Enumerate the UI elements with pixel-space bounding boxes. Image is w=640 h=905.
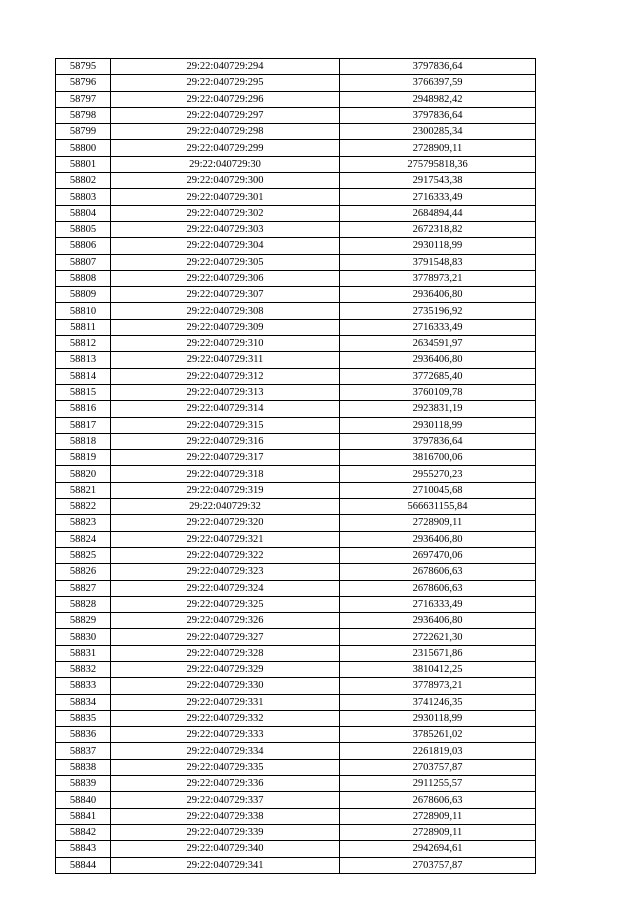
cadastral-number-cell: 29:22:040729:327 (111, 629, 340, 645)
value-cell: 2697470,06 (340, 547, 536, 563)
value-cell: 2930118,99 (340, 417, 536, 433)
row-number-cell: 58842 (56, 824, 111, 840)
row-number-cell: 58813 (56, 352, 111, 368)
value-cell: 2728909,11 (340, 515, 536, 531)
row-number-cell: 58830 (56, 629, 111, 645)
row-number-cell: 58832 (56, 661, 111, 677)
row-number-cell: 58812 (56, 336, 111, 352)
row-number-cell: 58810 (56, 303, 111, 319)
table-row (56, 580, 536, 596)
cadastral-number-cell: 29:22:040729:330 (111, 678, 340, 694)
row-number-cell: 58834 (56, 694, 111, 710)
table-row (56, 629, 536, 645)
row-number-cell: 58801 (56, 156, 111, 172)
value-cell: 275795818,36 (340, 156, 536, 172)
row-number-cell: 58796 (56, 75, 111, 91)
value-cell: 2315671,86 (340, 645, 536, 661)
value-cell: 3791548,83 (340, 254, 536, 270)
table-row (56, 352, 536, 368)
row-number-cell: 58838 (56, 759, 111, 775)
row-number-cell: 58844 (56, 857, 111, 873)
value-cell: 2728909,11 (340, 824, 536, 840)
row-number-cell: 58816 (56, 401, 111, 417)
table-row (56, 596, 536, 612)
row-number-cell: 58833 (56, 678, 111, 694)
table-row (56, 221, 536, 237)
value-cell: 2942694,61 (340, 841, 536, 857)
table-body (56, 59, 536, 874)
value-cell: 2678606,63 (340, 580, 536, 596)
table-row (56, 824, 536, 840)
table-row (56, 205, 536, 221)
value-cell: 2722621,30 (340, 629, 536, 645)
row-number-cell: 58819 (56, 450, 111, 466)
row-number-cell: 58798 (56, 107, 111, 123)
cadastral-number-cell: 29:22:040729:331 (111, 694, 340, 710)
table-row (56, 189, 536, 205)
cadastral-number-cell: 29:22:040729:318 (111, 466, 340, 482)
table-row (56, 433, 536, 449)
row-number-cell: 58836 (56, 727, 111, 743)
cadastral-number-cell: 29:22:040729:296 (111, 91, 340, 107)
row-number-cell: 58803 (56, 189, 111, 205)
cadastral-number-cell: 29:22:040729:298 (111, 124, 340, 140)
row-number-cell: 58829 (56, 613, 111, 629)
table-row (56, 792, 536, 808)
cadastral-number-cell: 29:22:040729:333 (111, 727, 340, 743)
table-row (56, 254, 536, 270)
value-cell: 2684894,44 (340, 205, 536, 221)
cadastral-number-cell: 29:22:040729:295 (111, 75, 340, 91)
cadastral-number-cell: 29:22:040729:314 (111, 401, 340, 417)
value-cell: 3797836,64 (340, 433, 536, 449)
value-cell: 2716333,49 (340, 596, 536, 612)
table-row (56, 857, 536, 873)
value-cell: 2936406,80 (340, 613, 536, 629)
value-cell: 2728909,11 (340, 808, 536, 824)
cadastral-number-cell: 29:22:040729:335 (111, 759, 340, 775)
row-number-cell: 58835 (56, 710, 111, 726)
row-number-cell: 58822 (56, 499, 111, 515)
row-number-cell: 58827 (56, 580, 111, 596)
value-cell: 2936406,80 (340, 352, 536, 368)
cadastral-number-cell: 29:22:040729:315 (111, 417, 340, 433)
cadastral-number-cell: 29:22:040729:312 (111, 368, 340, 384)
table-row (56, 841, 536, 857)
value-cell: 2634591,97 (340, 336, 536, 352)
value-cell: 3760109,78 (340, 384, 536, 400)
row-number-cell: 58840 (56, 792, 111, 808)
row-number-cell: 58802 (56, 173, 111, 189)
row-number-cell: 58823 (56, 515, 111, 531)
value-cell: 2678606,63 (340, 564, 536, 580)
value-cell: 2716333,49 (340, 319, 536, 335)
table-row (56, 645, 536, 661)
cadastral-number-cell: 29:22:040729:307 (111, 287, 340, 303)
cadastral-number-cell: 29:22:040729:294 (111, 59, 340, 75)
row-number-cell: 58839 (56, 776, 111, 792)
row-number-cell: 58831 (56, 645, 111, 661)
cadastral-number-cell: 29:22:040729:32 (111, 499, 340, 515)
cadastral-number-cell: 29:22:040729:329 (111, 661, 340, 677)
cadastral-number-cell: 29:22:040729:299 (111, 140, 340, 156)
row-number-cell: 58809 (56, 287, 111, 303)
value-cell: 2261819,03 (340, 743, 536, 759)
row-number-cell: 58825 (56, 547, 111, 563)
table-row (56, 678, 536, 694)
row-number-cell: 58817 (56, 417, 111, 433)
value-cell: 3778973,21 (340, 270, 536, 286)
cadastral-number-cell: 29:22:040729:308 (111, 303, 340, 319)
cadastral-number-cell: 29:22:040729:317 (111, 450, 340, 466)
row-number-cell: 58807 (56, 254, 111, 270)
value-cell: 2917543,38 (340, 173, 536, 189)
row-number-cell: 58795 (56, 59, 111, 75)
value-cell: 3766397,59 (340, 75, 536, 91)
cadastral-number-cell: 29:22:040729:325 (111, 596, 340, 612)
cadastral-number-cell: 29:22:040729:301 (111, 189, 340, 205)
value-cell: 3785261,02 (340, 727, 536, 743)
table-row (56, 808, 536, 824)
value-cell: 2911255,57 (340, 776, 536, 792)
row-number-cell: 58821 (56, 482, 111, 498)
table-row (56, 401, 536, 417)
cadastral-number-cell: 29:22:040729:311 (111, 352, 340, 368)
value-cell: 2678606,63 (340, 792, 536, 808)
value-cell: 2728909,11 (340, 140, 536, 156)
cadastral-number-cell: 29:22:040729:322 (111, 547, 340, 563)
cadastral-number-cell: 29:22:040729:339 (111, 824, 340, 840)
row-number-cell: 58841 (56, 808, 111, 824)
row-number-cell: 58800 (56, 140, 111, 156)
table-row (56, 515, 536, 531)
table-row (56, 694, 536, 710)
table-row (56, 140, 536, 156)
value-cell: 2716333,49 (340, 189, 536, 205)
cadastral-number-cell: 29:22:040729:323 (111, 564, 340, 580)
table-row (56, 450, 536, 466)
table-row (56, 303, 536, 319)
table-row (56, 336, 536, 352)
cadastral-number-cell: 29:22:040729:309 (111, 319, 340, 335)
cadastral-number-cell: 29:22:040729:304 (111, 238, 340, 254)
value-cell: 3816700,06 (340, 450, 536, 466)
value-cell: 2710045,68 (340, 482, 536, 498)
row-number-cell: 58820 (56, 466, 111, 482)
table-row (56, 499, 536, 515)
table-row (56, 368, 536, 384)
cadastral-number-cell: 29:22:040729:341 (111, 857, 340, 873)
row-number-cell: 58804 (56, 205, 111, 221)
cadastral-number-cell: 29:22:040729:334 (111, 743, 340, 759)
cadastral-number-cell: 29:22:040729:328 (111, 645, 340, 661)
value-cell: 3797836,64 (340, 59, 536, 75)
row-number-cell: 58828 (56, 596, 111, 612)
document-page (55, 58, 535, 874)
row-number-cell: 58837 (56, 743, 111, 759)
table-row (56, 531, 536, 547)
table-row (56, 710, 536, 726)
value-cell: 3741246,35 (340, 694, 536, 710)
cadastral-number-cell: 29:22:040729:319 (111, 482, 340, 498)
value-cell: 2948982,42 (340, 91, 536, 107)
table-row (56, 107, 536, 123)
cadastral-number-cell: 29:22:040729:313 (111, 384, 340, 400)
row-number-cell: 58808 (56, 270, 111, 286)
value-cell: 2703757,87 (340, 759, 536, 775)
table-row (56, 384, 536, 400)
cadastral-number-cell: 29:22:040729:303 (111, 221, 340, 237)
cadastral-number-cell: 29:22:040729:326 (111, 613, 340, 629)
cadastral-number-cell: 29:22:040729:316 (111, 433, 340, 449)
value-cell: 3810412,25 (340, 661, 536, 677)
table-row (56, 547, 536, 563)
row-number-cell: 58806 (56, 238, 111, 254)
row-number-cell: 58811 (56, 319, 111, 335)
table-row (56, 75, 536, 91)
table-row (56, 613, 536, 629)
table-row (56, 319, 536, 335)
cadastral-number-cell: 29:22:040729:305 (111, 254, 340, 270)
cadastral-number-cell: 29:22:040729:297 (111, 107, 340, 123)
value-cell: 2936406,80 (340, 531, 536, 547)
cadastral-number-cell: 29:22:040729:30 (111, 156, 340, 172)
table-row (56, 124, 536, 140)
cadastral-number-cell: 29:22:040729:321 (111, 531, 340, 547)
table-row (56, 743, 536, 759)
table-row (56, 173, 536, 189)
value-cell: 2923831,19 (340, 401, 536, 417)
cadastral-number-cell: 29:22:040729:340 (111, 841, 340, 857)
row-number-cell: 58799 (56, 124, 111, 140)
cadastral-number-cell: 29:22:040729:337 (111, 792, 340, 808)
cadastral-number-cell: 29:22:040729:338 (111, 808, 340, 824)
value-cell: 2930118,99 (340, 710, 536, 726)
cadastral-number-cell: 29:22:040729:320 (111, 515, 340, 531)
row-number-cell: 58824 (56, 531, 111, 547)
value-cell: 2300285,34 (340, 124, 536, 140)
table-row (56, 482, 536, 498)
table-row (56, 59, 536, 75)
table-row (56, 238, 536, 254)
row-number-cell: 58818 (56, 433, 111, 449)
value-cell: 2955270,23 (340, 466, 536, 482)
table-row (56, 287, 536, 303)
value-cell: 2936406,80 (340, 287, 536, 303)
value-cell: 3772685,40 (340, 368, 536, 384)
table-row (56, 466, 536, 482)
value-cell: 2930118,99 (340, 238, 536, 254)
table-row (56, 417, 536, 433)
row-number-cell: 58843 (56, 841, 111, 857)
row-number-cell: 58797 (56, 91, 111, 107)
cadastral-number-cell: 29:22:040729:306 (111, 270, 340, 286)
value-cell: 3778973,21 (340, 678, 536, 694)
table-row (56, 776, 536, 792)
table-row (56, 759, 536, 775)
value-cell: 566631155,84 (340, 499, 536, 515)
table-row (56, 661, 536, 677)
cadastral-number-cell: 29:22:040729:300 (111, 173, 340, 189)
cadastral-number-cell: 29:22:040729:302 (111, 205, 340, 221)
table-row (56, 727, 536, 743)
table-row (56, 270, 536, 286)
cadastral-number-cell: 29:22:040729:324 (111, 580, 340, 596)
row-number-cell: 58826 (56, 564, 111, 580)
cadastral-number-cell: 29:22:040729:332 (111, 710, 340, 726)
row-number-cell: 58815 (56, 384, 111, 400)
row-number-cell: 58805 (56, 221, 111, 237)
table-row (56, 156, 536, 172)
value-cell: 2703757,87 (340, 857, 536, 873)
cadastral-value-table (55, 58, 536, 874)
table-row (56, 564, 536, 580)
value-cell: 2735196,92 (340, 303, 536, 319)
value-cell: 3797836,64 (340, 107, 536, 123)
cadastral-number-cell: 29:22:040729:336 (111, 776, 340, 792)
value-cell: 2672318,82 (340, 221, 536, 237)
table-row (56, 91, 536, 107)
cadastral-number-cell: 29:22:040729:310 (111, 336, 340, 352)
row-number-cell: 58814 (56, 368, 111, 384)
